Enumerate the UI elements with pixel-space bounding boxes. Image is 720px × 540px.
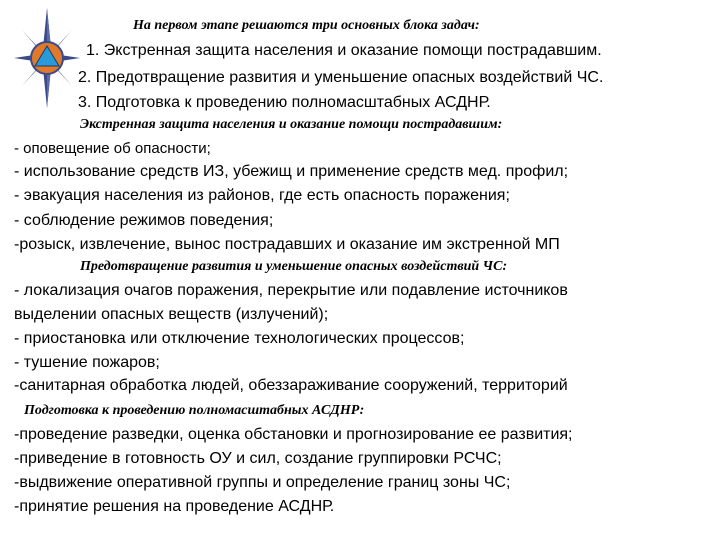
section-3-line-3: -выдвижение оперативной группы и определение границ зоны ЧС; xyxy=(14,474,511,491)
section-3-line-1: -проведение разведки, оценка обстановки и прогнозирование ее развития; xyxy=(14,426,573,443)
section-3-line-4: -принятие решения на проведение АСДНР. xyxy=(14,498,335,515)
section-heading-emergency-protection: Экстренная защита населения и оказание помощи пострадавшим: xyxy=(80,117,503,132)
intro-heading: На первом этапе решаются три основных блока задач: xyxy=(133,18,480,33)
intro-item-1: 1. Экстренная защита населения и оказание помощи пострадавшим. xyxy=(86,42,602,59)
section-heading-preparation: Подготовка к проведению полномасштабных АСДНР: xyxy=(24,403,365,418)
intro-item-3: 3. Подготовка к проведению полномасштабных АСДНР. xyxy=(78,94,491,111)
section-2-line-4: - тушение пожаров; xyxy=(14,354,160,371)
section-1-line-4: - соблюдение режимов поведения; xyxy=(14,212,274,229)
section-heading-prevention: Предотвращение развития и уменьшение опасных воздействий ЧС: xyxy=(80,259,508,274)
section-2-line-1: - локализация очагов поражения, перекрытие или подавление источников xyxy=(14,282,568,299)
section-1-line-1: - оповещение об опасности; xyxy=(14,140,211,157)
intro-item-2: 2. Предотвращение развития и уменьшение опасных воздействий ЧС. xyxy=(78,69,604,86)
emergency-star-emblem-icon xyxy=(12,6,82,110)
section-2-line-5: -санитарная обработка людей, обеззараживание сооружений, территорий xyxy=(14,377,568,394)
section-2-line-2: выделении опасных веществ (излучений); xyxy=(14,306,329,323)
section-2-line-3: - приостановка или отключение технологических процессов; xyxy=(14,330,465,347)
section-1-line-3: - эвакуация населения из районов, где есть опасность поражения; xyxy=(14,187,510,204)
section-1-line-5: -розыск, извлечение, вынос пострадавших и оказание им экстренной МП xyxy=(14,236,560,253)
section-3-line-2: -приведение в готовность ОУ и сил, создание группировки РСЧС; xyxy=(14,450,502,467)
section-1-line-2: - использование средств ИЗ, убежищ и применение средств мед. профил; xyxy=(14,163,569,180)
